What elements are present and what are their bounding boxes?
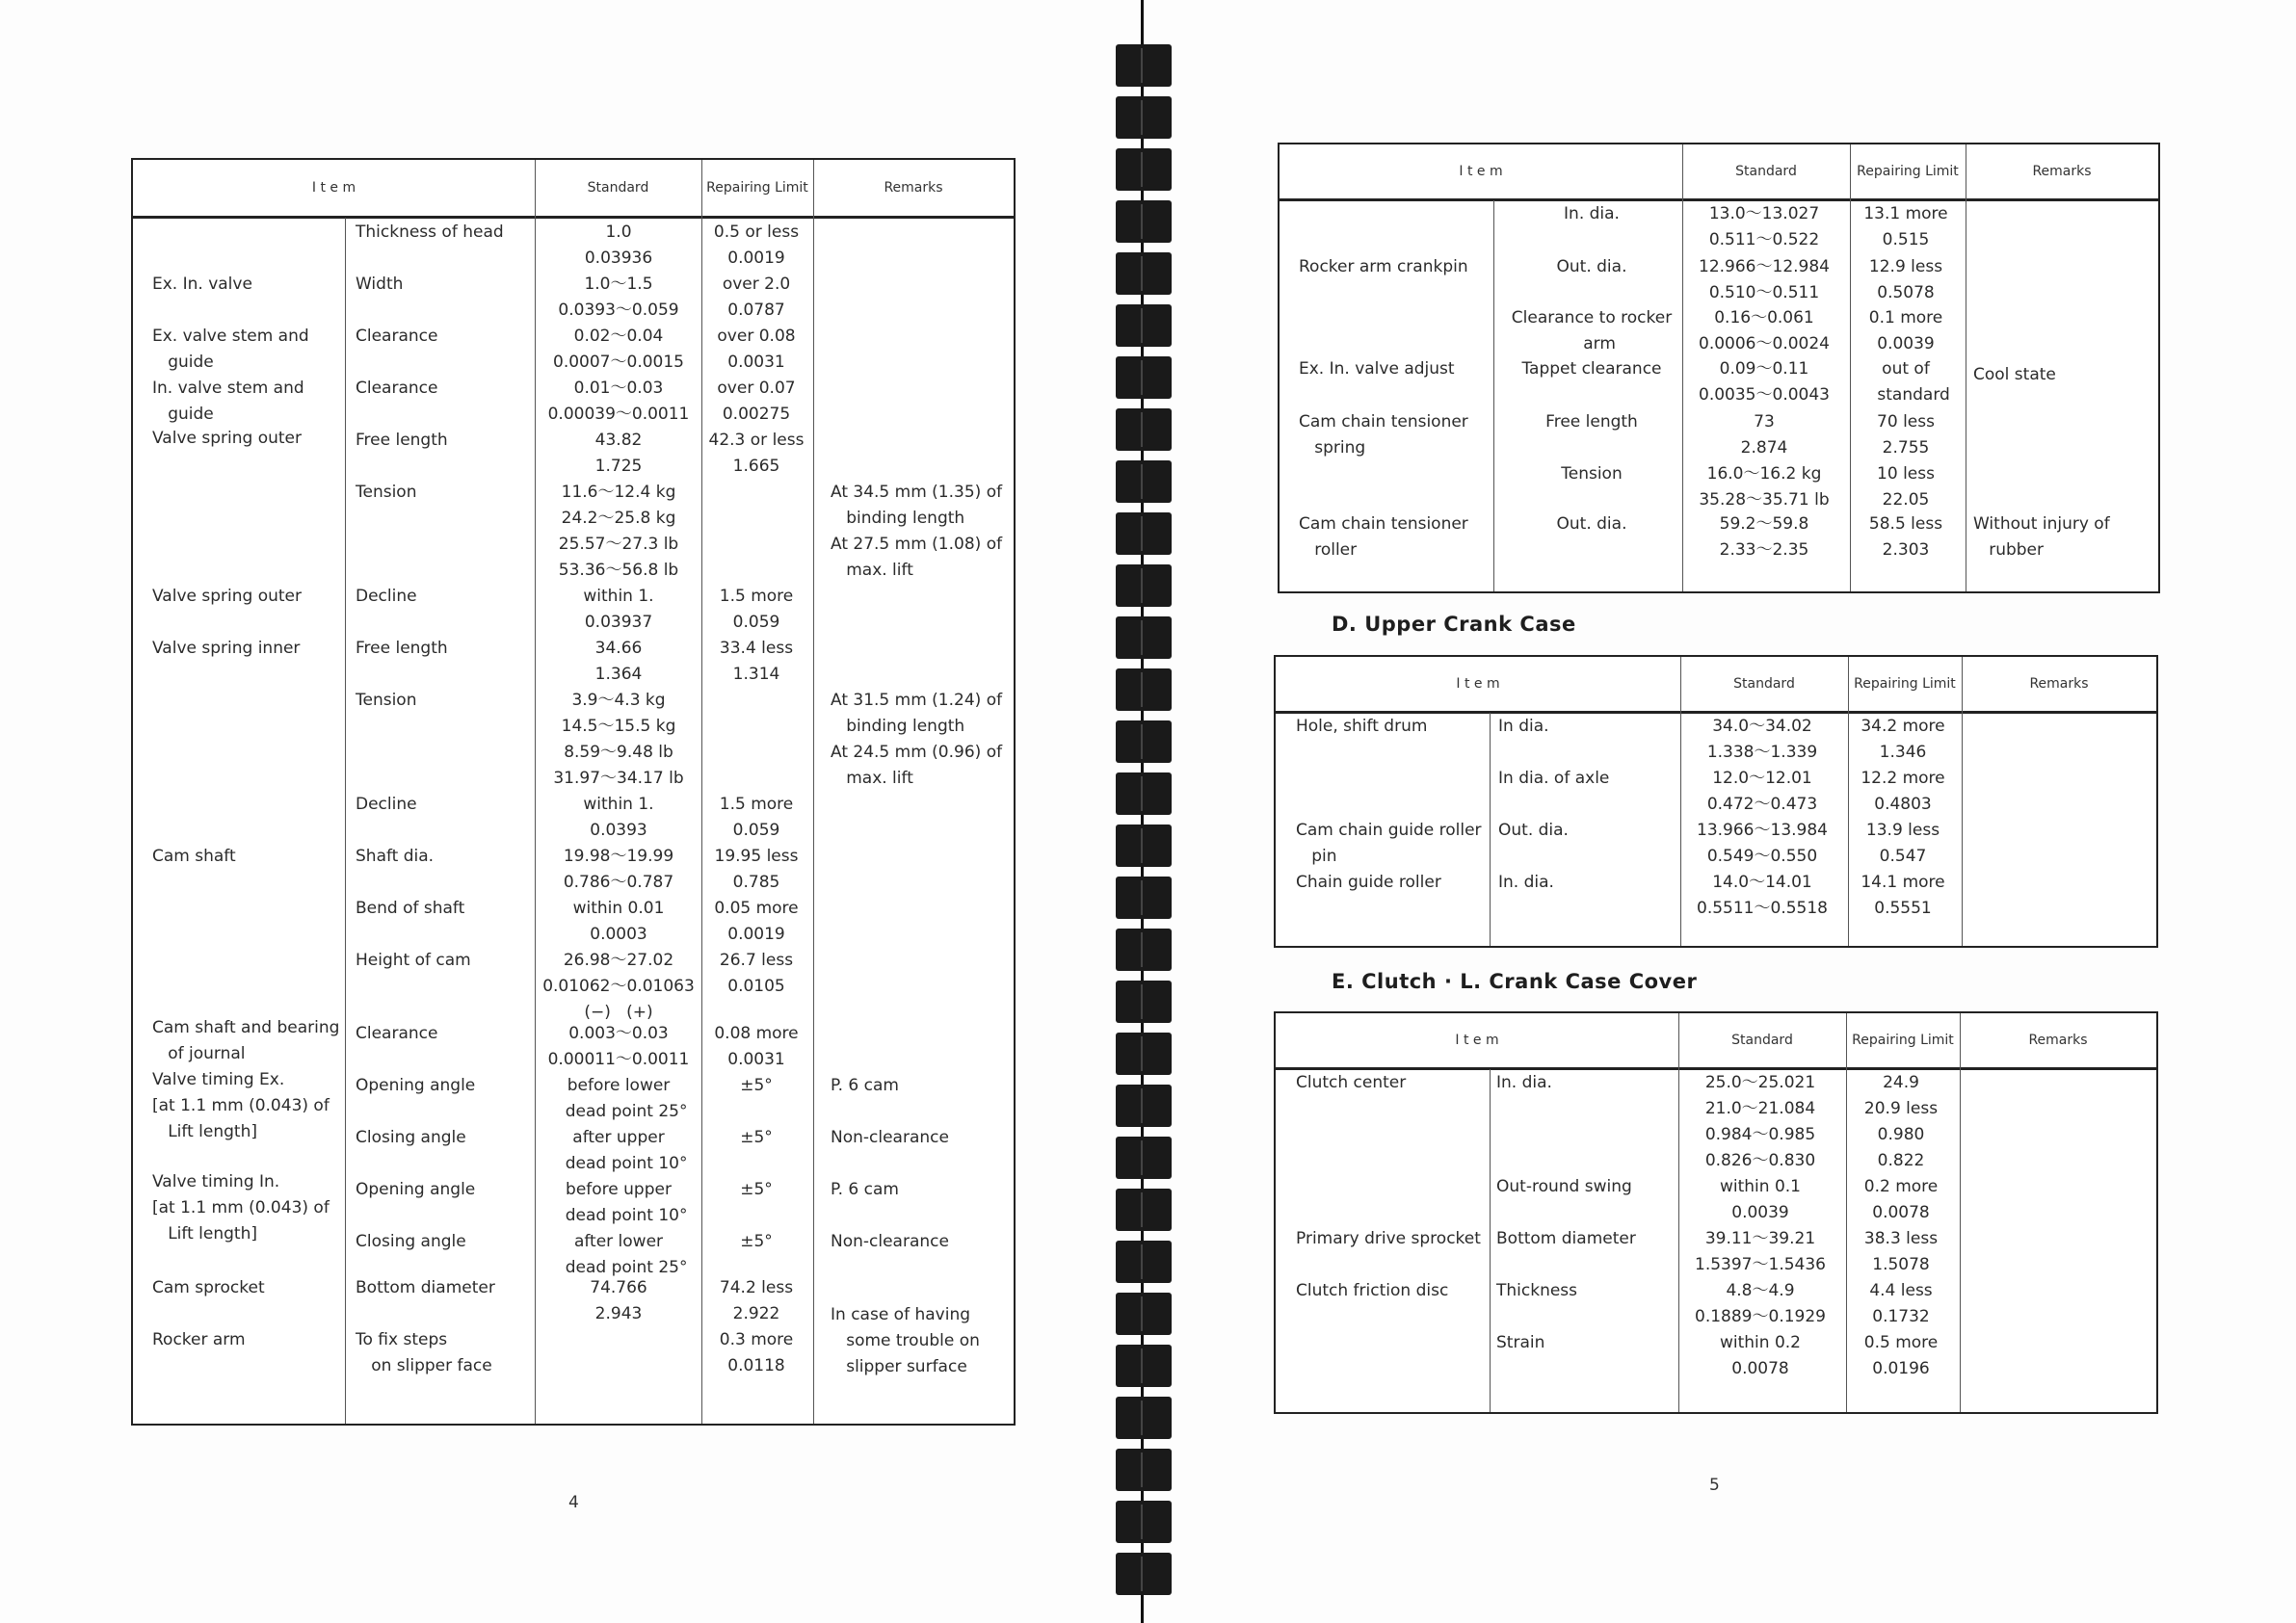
sub-item-cell: To fix steps on slipper face (356, 1330, 492, 1375)
standard-cell: within 0.2 0.0078 (1719, 1333, 1801, 1378)
item-cell: Rocker arm (152, 1330, 246, 1349)
standard-cell: 0.003～0.03 0.00011～0.0011 (547, 1024, 690, 1069)
header-remarks: Remarks (2028, 1033, 2088, 1048)
sub-item-cell: Tension (1561, 464, 1623, 484)
header-repairing-limit: Repairing Limit (1854, 676, 1956, 692)
standard-cell: 12.966～12.984 0.510～0.511 (1699, 257, 1830, 302)
repairing-limit-cell: 26.7 less 0.0105 (719, 951, 794, 996)
binding-ring (1116, 772, 1172, 815)
item-cell: Hole, shift drum (1296, 717, 1428, 736)
binding-ring (1116, 616, 1172, 659)
repairing-limit-cell: 70 less 2.755 (1877, 412, 1935, 458)
item-cell: Ex. In. valve (152, 275, 252, 294)
section-title-clutch-cover: E. Clutch · L. Crank Case Cover (1332, 970, 1698, 993)
binding-ring (1116, 1241, 1172, 1283)
repairing-limit-cell: 1.5 more 0.059 (719, 795, 794, 840)
col-divider (1960, 1013, 1961, 1412)
repairing-limit-cell: 33.4 less 1.314 (719, 639, 794, 684)
sub-item-cell: Bend of shaft (356, 899, 465, 918)
standard-cell: within 1. 0.0393 (583, 795, 654, 840)
section-title-upper-crank-case: D. Upper Crank Case (1332, 613, 1576, 636)
repairing-limit-cell: ±5° (740, 1180, 773, 1199)
sub-item-cell: In. dia. (1498, 873, 1554, 892)
sub-item-cell: Free length (356, 639, 448, 658)
standard-cell: 25.0～25.021 21.0～21.084 0.984～0.985 0.826～0.830 (1704, 1073, 1816, 1170)
item-cell: Primary drive sprocket (1296, 1229, 1481, 1248)
repairing-limit-cell: over 0.07 0.00275 (717, 379, 796, 424)
repairing-limit-cell: over 0.08 0.0031 (717, 327, 796, 372)
sub-item-cell: In dia. (1498, 717, 1549, 736)
item-cell: Clutch center (1296, 1073, 1407, 1092)
sub-item-cell: Out-round swing (1496, 1177, 1632, 1196)
standard-cell: 1.0 0.03936 (584, 223, 653, 268)
standard-cell: 12.0～12.01 0.472～0.473 (1706, 769, 1818, 814)
remarks-cell: P. 6 cam (831, 1076, 899, 1095)
binding-ring (1116, 460, 1172, 503)
item-cell: Cam shaft (152, 847, 236, 866)
standard-cell: 3.9～4.3 kg 14.5～15.5 kg 8.59～9.48 lb 31.97～34.17 lb (553, 691, 684, 788)
standard-cell: within 0.01 0.0003 (572, 899, 665, 944)
binding-ring (1116, 1397, 1172, 1439)
standard-cell: after lower dead point 25° (565, 1232, 688, 1277)
standard-cell: 16.0～16.2 kg 35.28～35.71 lb (1699, 464, 1830, 510)
standard-cell: within 1. 0.03937 (583, 587, 654, 632)
binding-ring (1116, 1189, 1172, 1231)
remarks-cell: In case of having some trouble on slipper surface (831, 1305, 980, 1376)
sub-item-cell: Decline (356, 795, 417, 814)
sub-item-cell: Out. dia. (1556, 257, 1627, 276)
binding-ring (1116, 1449, 1172, 1491)
header-standard: Standard (1735, 164, 1797, 179)
repairing-limit-cell: ±5° (740, 1128, 773, 1147)
binding-ring (1116, 44, 1172, 87)
binding-ring (1116, 1345, 1172, 1387)
header-item: I t e m (1459, 164, 1503, 179)
sub-item-cell: Tappet clearance (1521, 359, 1662, 379)
col-divider (1490, 713, 1491, 946)
sub-item-cell: Strain (1496, 1333, 1545, 1352)
sub-item-cell: Clearance (356, 1024, 438, 1043)
sub-item-cell: Closing angle (356, 1128, 466, 1147)
repairing-limit-cell: 4.4 less 0.1732 (1869, 1281, 1933, 1326)
header-remarks: Remarks (2032, 164, 2092, 179)
item-cell: Valve timing Ex. [at 1.1 mm (0.043) of Lift length] (152, 1070, 330, 1141)
sub-item-cell: Height of cam (356, 951, 471, 970)
sub-item-cell: Thickness of head (356, 223, 504, 242)
sub-item-cell: In. dia. (1564, 204, 1620, 223)
binding-ring (1116, 1501, 1172, 1543)
repairing-limit-cell: 13.9 less 0.547 (1865, 821, 1940, 866)
standard-cell: 39.11～39.21 1.5397～1.5436 (1695, 1229, 1826, 1274)
item-cell: Rocker arm crankpin (1299, 257, 1468, 276)
remarks-cell: At 31.5 mm (1.24) of binding length At 24.5 mm (0.96) of max. lift (831, 691, 1003, 788)
sub-item-cell: Closing angle (356, 1232, 466, 1251)
col-divider (1962, 657, 1963, 946)
standard-cell: 26.98～27.02 0.01062～0.01063 (−) (+) (542, 951, 695, 1022)
standard-cell: 0.09～0.11 0.0035～0.0043 (1699, 359, 1830, 405)
sub-item-cell: Tension (356, 691, 417, 710)
binding-ring (1116, 148, 1172, 191)
item-cell: Ex. valve stem and guide (152, 327, 309, 372)
table-header (1276, 1013, 2156, 1070)
repairing-limit-cell: 0.5 more 0.0196 (1863, 1333, 1939, 1378)
standard-cell: 13.966～13.984 0.549～0.550 (1697, 821, 1828, 866)
repairing-limit-cell: 74.2 less 2.922 (719, 1278, 794, 1323)
item-cell: Valve spring outer (152, 429, 302, 448)
binding-ring (1116, 96, 1172, 139)
repairing-limit-cell: out of standard (1877, 359, 1950, 405)
repairing-limit-cell: 0.3 more 0.0118 (719, 1330, 794, 1375)
repairing-limit-cell: 38.3 less 1.5078 (1863, 1229, 1939, 1274)
header-item: I t e m (1455, 1033, 1499, 1048)
sub-item-cell: Width (356, 275, 404, 294)
header-item: I t e m (311, 180, 356, 196)
page-number-left: 4 (568, 1493, 579, 1512)
header-standard: Standard (1733, 676, 1795, 692)
binding-ring (1116, 1553, 1172, 1595)
table-header (133, 160, 1014, 219)
binding-ring (1116, 356, 1172, 399)
standard-cell: 73 2.874 (1740, 412, 1788, 458)
binding-ring (1116, 929, 1172, 971)
sub-item-cell: Opening angle (356, 1076, 476, 1095)
header-repairing-limit: Repairing Limit (706, 180, 808, 196)
binding-ring (1116, 877, 1172, 919)
header-remarks: Remarks (2029, 676, 2089, 692)
binding-ring (1116, 981, 1172, 1023)
item-cell: Valve spring outer (152, 587, 302, 606)
binding-ring (1116, 825, 1172, 867)
sub-item-cell: Clearance (356, 327, 438, 346)
remarks-cell: At 34.5 mm (1.35) of binding length At 27.5 mm (1.08) of max. lift (831, 483, 1003, 580)
standard-cell: 13.0～13.027 0.511～0.522 (1708, 204, 1820, 249)
binding-ring (1116, 668, 1172, 711)
item-cell: Cam chain guide roller pin (1296, 821, 1482, 866)
standard-cell: 1.0～1.5 0.0393～0.059 (558, 275, 679, 320)
binding-ring (1116, 1033, 1172, 1075)
sub-item-cell: Clearance (356, 379, 438, 398)
sub-item-cell: Free length (1545, 412, 1638, 432)
standard-cell: before upper dead point 10° (565, 1180, 688, 1225)
header-remarks: Remarks (884, 180, 943, 196)
sub-item-cell: Thickness (1496, 1281, 1578, 1300)
binding-ring (1116, 1085, 1172, 1127)
standard-cell: after upper dead point 10° (565, 1128, 688, 1173)
sub-item-cell: Bottom diameter (1496, 1229, 1636, 1248)
item-cell: Chain guide roller (1296, 873, 1441, 892)
sub-item-cell: In dia. of axle (1498, 769, 1610, 788)
repairing-limit-cell: 0.5 or less 0.0019 (713, 223, 800, 268)
col-divider (813, 160, 814, 1424)
sub-item-cell: Decline (356, 587, 417, 606)
standard-cell: 59.2～59.8 2.33～2.35 (1719, 514, 1809, 560)
binding-ring (1116, 1293, 1172, 1335)
standard-cell: 43.82 1.725 (594, 431, 643, 476)
col-divider (1490, 1069, 1491, 1412)
binding-ring (1116, 1137, 1172, 1179)
header-repairing-limit: Repairing Limit (1852, 1033, 1954, 1048)
table-header (1276, 657, 2156, 714)
binding-ring (1116, 304, 1172, 347)
repairing-limit-cell: 13.1 more 0.515 (1863, 204, 1948, 249)
item-cell: Cam chain tensioner spring (1299, 412, 1468, 458)
binding-ring (1116, 408, 1172, 451)
standard-cell: 74.766 2.943 (590, 1278, 647, 1323)
repairing-limit-cell: ±5° (740, 1232, 773, 1251)
repairing-limit-cell: 34.2 more 1.346 (1861, 717, 1945, 762)
sub-item-cell: Out. dia. (1498, 821, 1569, 840)
header-standard: Standard (587, 180, 649, 196)
repairing-limit-cell: over 2.0 0.0787 (722, 275, 791, 320)
repairing-limit-cell: 58.5 less 2.303 (1868, 514, 1943, 560)
repairing-limit-cell: 0.05 more 0.0019 (714, 899, 799, 944)
standard-cell: before lower dead point 25° (565, 1076, 688, 1121)
sub-item-cell: Free length (356, 431, 448, 450)
repairing-limit-cell: 24.9 20.9 less 0.980 0.822 (1863, 1073, 1939, 1170)
standard-cell: 11.6～12.4 kg 24.2～25.8 kg 25.57～27.3 lb 53.36～56.8 lb (558, 483, 679, 580)
repairing-limit-cell: 0.08 more 0.0031 (714, 1024, 799, 1069)
binding-ring (1116, 512, 1172, 555)
repairing-limit-cell: 12.2 more 0.4803 (1861, 769, 1945, 814)
standard-cell: within 0.1 0.0039 (1719, 1177, 1801, 1222)
sub-item-cell: Shaft dia. (356, 847, 435, 866)
standard-cell: 0.01～0.03 0.00039～0.0011 (547, 379, 690, 424)
remarks-cell: P. 6 cam (831, 1180, 899, 1199)
repairing-limit-cell: 0.1 more 0.0039 (1868, 308, 1943, 353)
standard-cell: 34.0～34.02 1.338～1.339 (1706, 717, 1818, 762)
binding-ring (1116, 564, 1172, 607)
repairing-limit-cell: 10 less 22.05 (1877, 464, 1935, 510)
repairing-limit-cell: 14.1 more 0.5551 (1861, 873, 1945, 918)
sub-item-cell: Opening angle (356, 1180, 476, 1199)
remarks-cell: Without injury of rubber (1973, 514, 2110, 560)
page-number-right: 5 (1709, 1476, 1720, 1495)
remarks-cell: Non-clearance (831, 1128, 949, 1147)
item-cell: In. valve stem and guide (152, 379, 304, 424)
item-cell: Valve spring inner (152, 639, 301, 658)
col-divider (1493, 200, 1494, 591)
item-cell: Cam shaft and bearing of journal (152, 1018, 340, 1063)
remarks-cell: Cool state (1973, 365, 2056, 384)
header-repairing-limit: Repairing Limit (1857, 164, 1959, 179)
repairing-limit-cell: 12.9 less 0.5078 (1868, 257, 1943, 302)
repairing-limit-cell: 19.95 less 0.785 (714, 847, 799, 892)
binding-ring (1116, 252, 1172, 295)
standard-cell: 34.66 1.364 (594, 639, 643, 684)
standard-cell: 4.8～4.9 0.1889～0.1929 (1695, 1281, 1826, 1326)
repairing-limit-cell: 1.5 more 0.059 (719, 587, 794, 632)
table-header (1280, 144, 2158, 201)
sub-item-cell: Clearance to rocker arm (1511, 308, 1673, 353)
repairing-limit-cell: ±5° (740, 1076, 773, 1095)
standard-cell: 19.98～19.99 0.786～0.787 (563, 847, 674, 892)
binding-ring (1116, 720, 1172, 763)
repairing-limit-cell: 42.3 or less 1.665 (708, 431, 805, 476)
header-standard: Standard (1731, 1033, 1793, 1048)
remarks-cell: Non-clearance (831, 1232, 949, 1251)
standard-cell: 0.16～0.061 0.0006～0.0024 (1699, 308, 1830, 353)
item-cell: Cam chain tensioner roller (1299, 514, 1468, 560)
header-item: I t e m (1456, 676, 1500, 692)
binding-ring (1116, 200, 1172, 243)
sub-item-cell: Bottom diameter (356, 1278, 495, 1297)
item-cell: Clutch friction disc (1296, 1281, 1449, 1300)
standard-cell: 0.02～0.04 0.0007～0.0015 (553, 327, 684, 372)
item-cell: Valve timing In. [at 1.1 mm (0.043) of Lift length] (152, 1172, 330, 1243)
item-cell: Ex. In. valve adjust (1299, 359, 1455, 379)
sub-item-cell: Out. dia. (1556, 514, 1627, 534)
col-divider (345, 218, 346, 1424)
repairing-limit-cell: 0.2 more 0.0078 (1863, 1177, 1939, 1222)
sub-item-cell: In. dia. (1496, 1073, 1552, 1092)
sub-item-cell: Tension (356, 483, 417, 502)
standard-cell: 14.0～14.01 0.5511～0.5518 (1697, 873, 1828, 918)
item-cell: Cam sprocket (152, 1278, 265, 1297)
